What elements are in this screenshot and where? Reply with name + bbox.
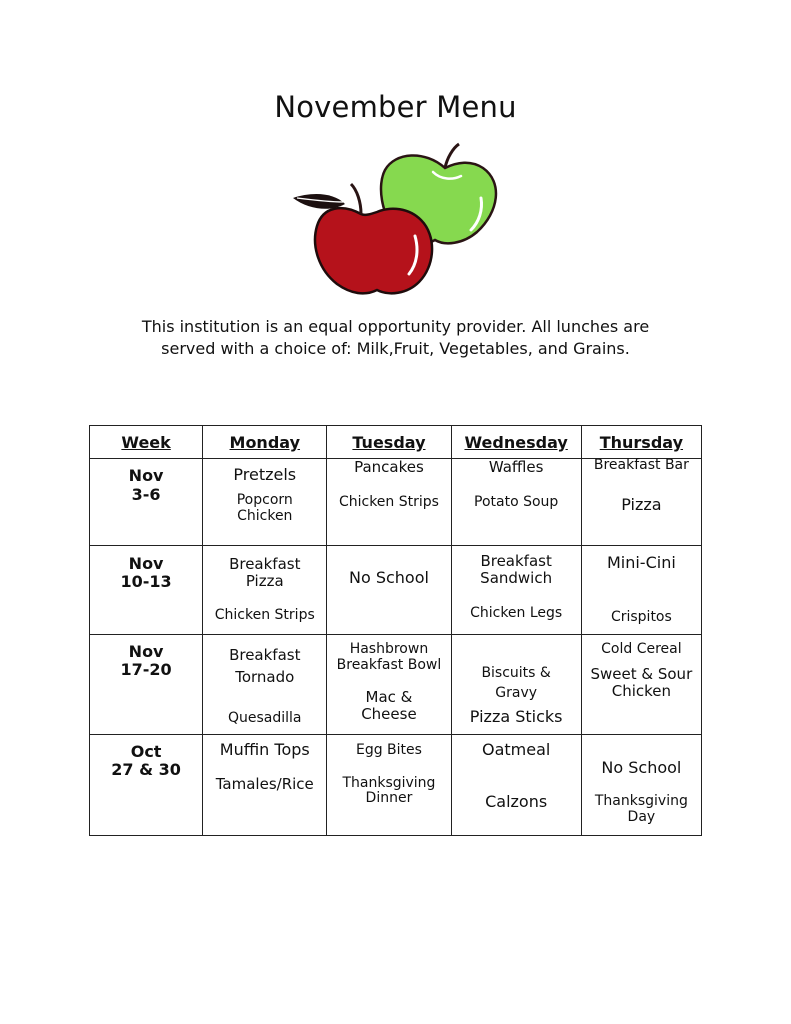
menu-item: Egg Bites <box>355 742 422 759</box>
menu-item: Chicken Strips <box>214 606 315 623</box>
thursday-cell <box>581 634 701 734</box>
menu-item: Calzons <box>485 792 548 812</box>
monday-cell <box>203 545 327 634</box>
notice-line-1: This institution is an equal opportunity provider. All lunches are <box>141 317 650 336</box>
menu-item: Day <box>627 809 656 826</box>
wednesday-cell <box>451 459 581 545</box>
header-thursday: Thursday <box>581 426 701 459</box>
menu-item: Oatmeal <box>481 740 551 760</box>
table-row <box>90 735 702 836</box>
wednesday-cell <box>451 735 581 836</box>
tuesday-cell <box>327 634 451 734</box>
menu-item: Breakfast Bar <box>593 457 689 474</box>
page-title: November Menu <box>274 90 517 124</box>
menu-item: Waffles <box>488 458 544 477</box>
thursday-cell <box>581 459 701 545</box>
week-days: 17-20 <box>120 659 172 679</box>
header-week: Week <box>90 426 203 459</box>
apples-illustration <box>285 140 510 300</box>
menu-item: Pizza <box>621 495 662 515</box>
menu-item: Sweet & Sour <box>590 664 693 683</box>
header-monday: Monday <box>203 426 327 459</box>
menu-item: Muffin Tops <box>219 740 310 760</box>
menu-table <box>89 425 702 836</box>
menu-item: Cheese <box>361 704 417 723</box>
monday-cell <box>203 459 327 545</box>
week-cell <box>90 735 203 836</box>
menu-item: Hashbrown <box>349 640 429 657</box>
menu-item: Breakfast <box>229 554 301 573</box>
monday-cell <box>203 735 327 836</box>
week-days: 27 & 30 <box>111 760 181 780</box>
tuesday-cell <box>327 735 451 836</box>
menu-item: Dinner <box>365 790 413 807</box>
week-cell <box>90 459 203 545</box>
menu-item: Popcorn <box>236 492 293 509</box>
table-row <box>90 545 702 634</box>
menu-item: Chicken <box>611 681 672 700</box>
menu-item: Cold Cereal <box>601 640 682 657</box>
header-row <box>90 426 702 459</box>
header-wednesday: Wednesday <box>451 426 581 459</box>
menu-item: Tamales/Rice <box>215 775 314 794</box>
menu-item: Pretzels <box>233 465 297 485</box>
menu-item: Mini-Cini <box>606 552 676 572</box>
week-cell <box>90 634 203 734</box>
week-days: 3-6 <box>131 485 161 505</box>
menu-item: Chicken Legs <box>470 604 563 621</box>
wednesday-cell <box>451 634 581 734</box>
week-month: Nov <box>128 641 164 661</box>
week-month: Nov <box>128 466 164 486</box>
menu-item: Pizza Sticks <box>469 706 563 726</box>
menu-item: Pizza <box>245 571 284 590</box>
table-row <box>90 634 702 734</box>
week-cell <box>90 545 203 634</box>
header-tuesday: Tuesday <box>327 426 451 459</box>
menu-item: Pancakes <box>354 458 424 477</box>
table-row <box>90 459 702 545</box>
thursday-cell <box>581 545 701 634</box>
equal-opportunity-notice <box>90 316 701 360</box>
menu-item: No School <box>601 758 682 778</box>
menu-item: Mac & <box>365 687 413 706</box>
menu-item: Tornado <box>235 667 295 686</box>
tuesday-cell <box>327 459 451 545</box>
menu-item: Thanksgiving <box>342 775 436 792</box>
menu-item: Crispitos <box>610 608 672 625</box>
menu-item: No School <box>348 567 429 587</box>
menu-item: Biscuits & <box>481 664 551 681</box>
menu-item: Quesadilla <box>228 709 302 726</box>
notice-line-2: served with a choice of: Milk,Fruit, Vegetables, and Grains. <box>161 339 630 358</box>
week-month: Oct <box>130 742 162 762</box>
menu-item: Breakfast <box>229 645 301 664</box>
menu-item: Gravy <box>495 684 538 701</box>
menu-item: Chicken Strips <box>338 494 439 511</box>
wednesday-cell <box>451 545 581 634</box>
menu-item: Potato Soup <box>474 494 559 511</box>
thursday-cell <box>581 735 701 836</box>
monday-cell <box>203 634 327 734</box>
menu-item: Breakfast <box>480 551 552 570</box>
menu-item: Chicken <box>237 508 293 525</box>
menu-item: Breakfast Bowl <box>336 656 442 673</box>
menu-item: Thanksgiving <box>594 793 688 810</box>
week-month: Nov <box>128 553 164 573</box>
week-days: 10-13 <box>120 571 172 591</box>
menu-item: Sandwich <box>480 568 553 587</box>
tuesday-cell <box>327 545 451 634</box>
